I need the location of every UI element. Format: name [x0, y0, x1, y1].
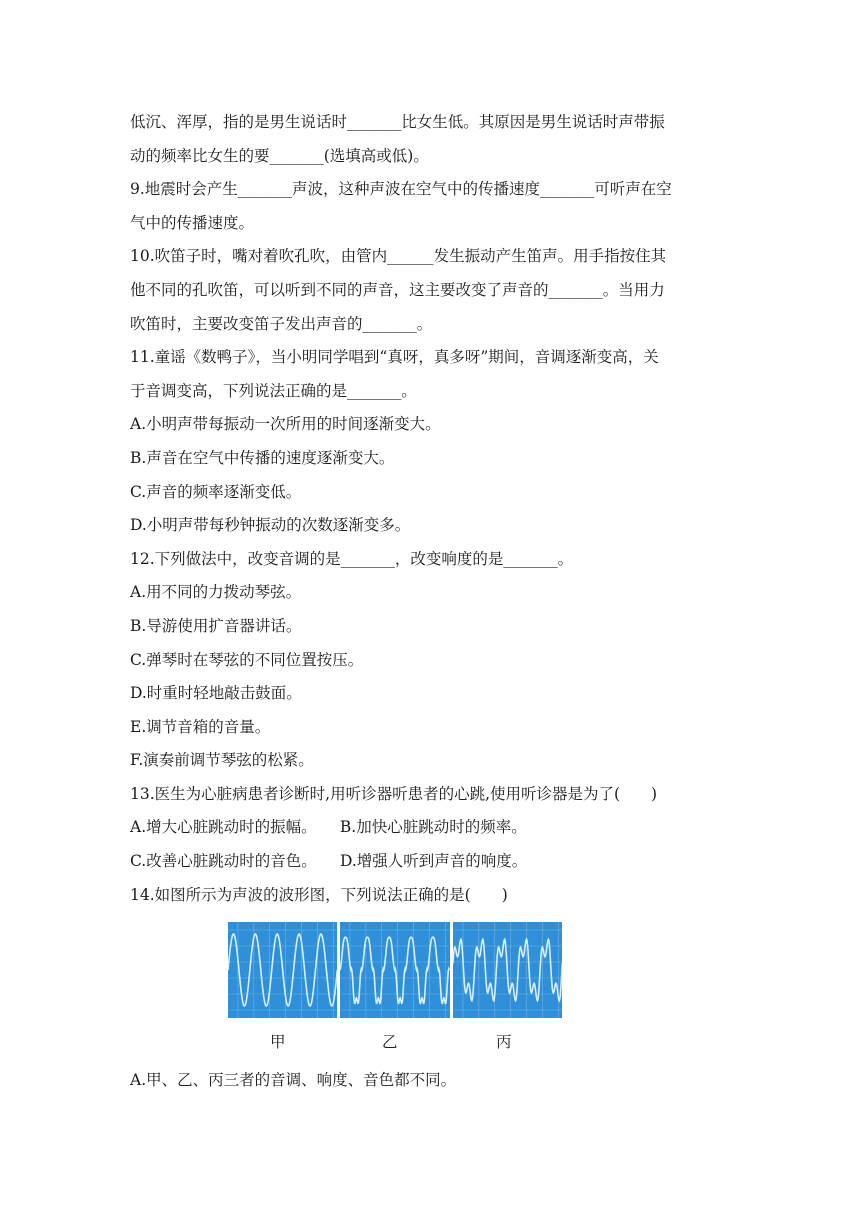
- text-line: C.声音的频率逐渐变低。: [130, 482, 302, 501]
- text-line: D.时重时轻地敲击鼓面。: [130, 684, 302, 703]
- text-line: A.增大心脏跳动时的振幅。 B.加快心脏跳动时的频率。: [130, 818, 527, 837]
- text-line: C.改善心脏跳动时的音色。 D.增强人听到声音的响度。: [130, 852, 528, 871]
- text-line: 他不同的孔吹笛，可以听到不同的声音，这主要改变了声音的_______。当用力: [130, 280, 665, 299]
- waveform-bing-image: [453, 922, 562, 1018]
- text-line: 14.如图所示为声波的波形图，下列说法正确的是( ): [130, 885, 508, 904]
- text-line: B.导游使用扩音器讲话。: [130, 616, 302, 635]
- text-line: 吹笛时，主要改变笛子发出声音的_______。: [130, 314, 433, 333]
- option-14-a: A.甲、乙、丙三者的音调、响度、音色都不同。: [130, 1071, 457, 1089]
- text-line: 10.吹笛子时，嘴对着吹孔吹，由管内______发生振动产生笛声。用手指按住其: [130, 247, 667, 266]
- label-bing: 丙: [496, 1033, 512, 1051]
- waveform-panel-bing: [453, 922, 562, 1018]
- waveform-figure: [228, 922, 562, 1018]
- text-line: 低沉、浑厚，指的是男生说话时_______比女生低。其原因是男生说话时声带振: [130, 113, 665, 131]
- waveform-yi-image: [340, 922, 449, 1018]
- text-line: D.小明声带每秒钟振动的次数逐渐变多。: [130, 516, 411, 535]
- text-line: A.用不同的力拨动琴弦。: [130, 583, 302, 602]
- text-line: 12.下列做法中，改变音调的是_______，改变响度的是_______。: [130, 549, 574, 568]
- text-line: 13.医生为心脏病患者诊断时,用听诊器听患者的心跳,使用听诊器是为了( ): [130, 784, 658, 803]
- label-jia: 甲: [270, 1033, 286, 1051]
- text-line: 9.地震时会产生_______声波，这种声波在空气中的传播速度_______可听声在空: [130, 180, 672, 199]
- text-line: 气中的传播速度。: [130, 213, 255, 232]
- waveform-panel-jia: [228, 922, 337, 1018]
- text-line: B.声音在空气中传播的速度逐渐变大。: [130, 448, 395, 467]
- label-yi: 乙: [382, 1033, 398, 1051]
- figure-labels: [228, 1030, 562, 1060]
- waveform-jia-image: [228, 922, 337, 1018]
- text-line: 于音调变高，下列说法正确的是_______。: [130, 381, 417, 400]
- text-line: F.演奏前调节琴弦的松紧。: [130, 751, 314, 770]
- text-line: 动的频率比女生的要_______(选填高或低)。: [130, 146, 429, 165]
- waveform-panel-yi: [340, 922, 449, 1018]
- text-line: A.小明声带每振动一次所用的时间逐渐变大。: [130, 415, 441, 434]
- question-text: [130, 106, 736, 912]
- text-line: C.弹琴时在琴弦的不同位置按压。: [130, 650, 364, 669]
- text-line: E.调节音箱的音量。: [130, 717, 271, 736]
- text-line: 11.童谣《数鸭子》，当小明同学唱到“真呀，真多呀”期间，音调逐渐变高，关: [130, 348, 659, 367]
